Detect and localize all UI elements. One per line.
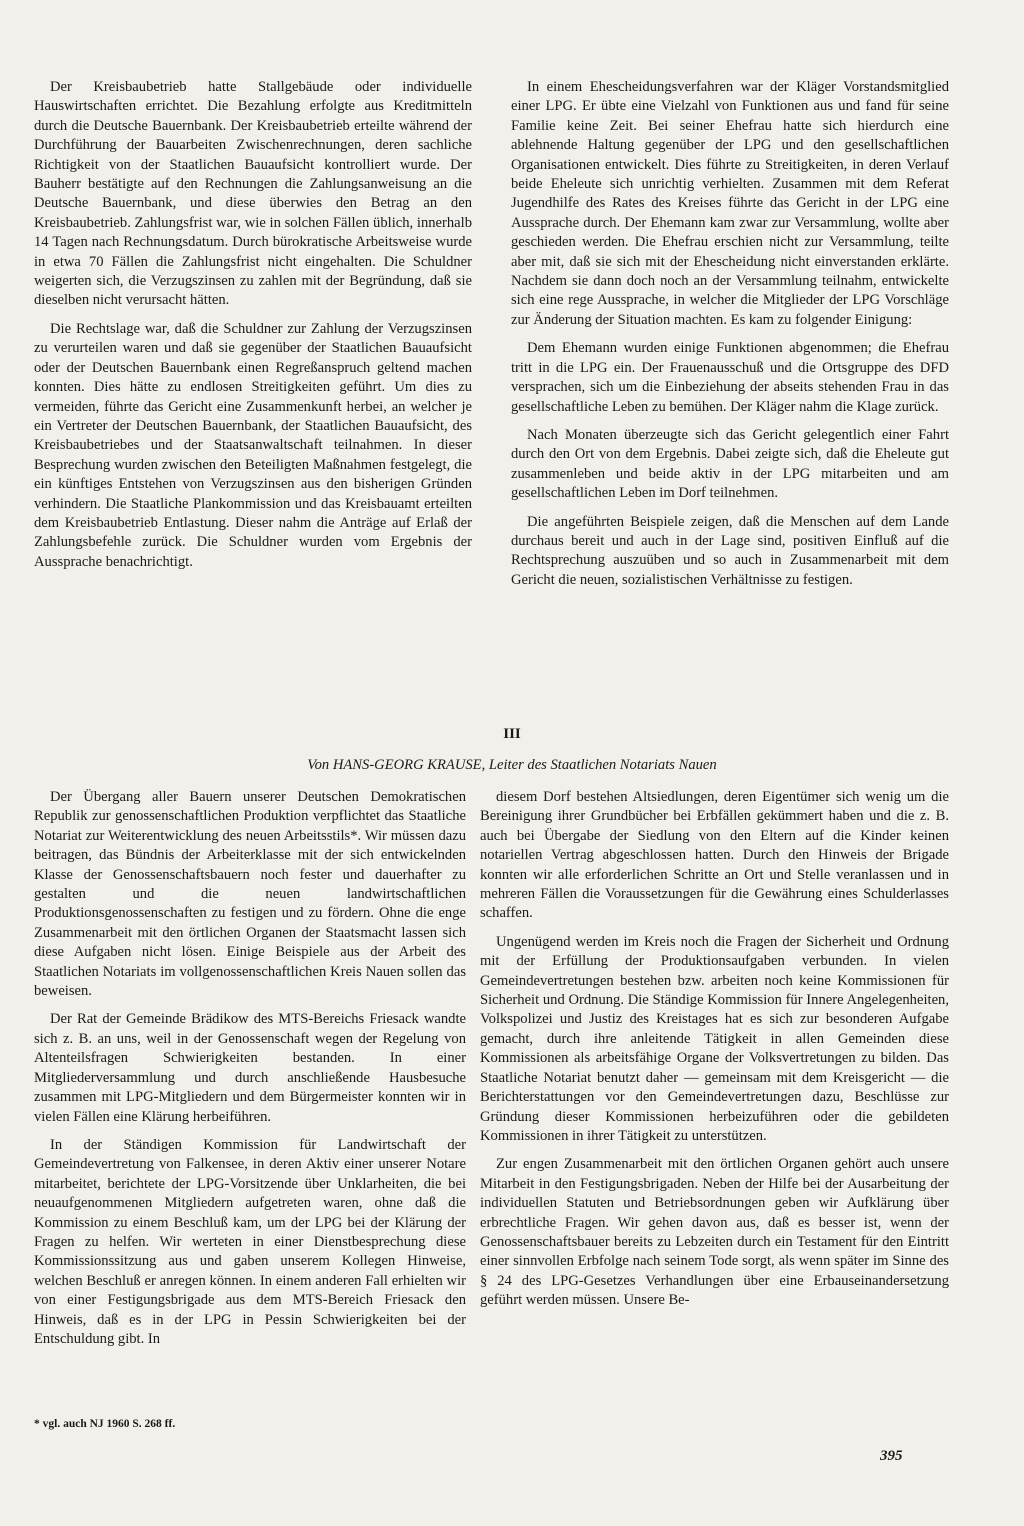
column-top-left [34,78,472,572]
paragraph: Die Rechtslage war, daß die Schuldner zur Zahlung der Verzugszinsen zu verurteilen waren und daß sie gegenüber der Staatlichen Bauaufsicht oder der Deutschen Bauernbank einen Regreßanspruch geltend machen konnten. Dies hätte zu endlosen Streitigkeiten geführt. Um dies zu vermeiden, führte das Gericht eine Zusammenkunft herbei, an welcher je ein Vertreter der Deutschen Bauernbank, der Staatlichen Bauaufsicht, des Kreisbaubetriebes und der Staatsanwaltschaft teilnahmen. In dieser Besprechung wurden zwischen den Beteiligten Maßnahmen festgelegt, die ein künftiges Entstehen von Verzugszinsen aus den bisherigen Gründen verhindern. Die Staatliche Plankommission und das Kreisbauamt erteilten dem Kreisbaubetrieb Entlastung. Dieser nahm die Anträge auf Erlaß der Zahlungsbefehle zurück. Die Schuldner wurden vom Ergebnis der Aussprache benachrichtigt. [34,320,472,570]
paragraph: Dem Ehemann wurden einige Funktionen abgenommen; die Ehefrau tritt in die LPG ein. Der Frauenausschuß und die Ortsgruppe des DFD versprachen, sich um die Einbeziehung der abseits stehenden Frau in das gesellschaftliche Leben zu bemühen. Der Kläger nahm die Klage zurück. [511,340,949,415]
column-top-right [511,78,949,590]
paragraph: In einem Ehescheidungsverfahren war der Kläger Vorstandsmitglied einer LPG. Er übte eine Vielzahl von Funktionen aus und fand für seine Familie keine Zeit. Bei seiner Ehefrau hatte sich hierdurch eine ablehnende Haltung gegenüber der LPG und den gesellschaftlichen Organisationen entwickelt. Dies führte zu Streitigkeiten, in deren Verlauf beide Eheleute sich unrichtig verhielten. Zusammen mit dem Referat Jugendhilfe des Rates des Kreises führte das Gericht in der LPG eine Aussprache durch. Der Ehemann kam zwar zur Versammlung, wollte aber geschieden werden. Die Ehefrau erschien nicht zur Versammlung, teilte aber mit, daß sie sich mit der Ehescheidung nicht einverstanden erklärte. Nachdem sie dann doch noch an der Versammlung teilnahm, entwickelte sich eine rege Aussprache, in welcher die Mitglieder der LPG Vorschläge zur Änderung der Situation machten. Es kam zu folgender Einigung: [511,79,949,328]
paragraph: Der Rat der Gemeinde Brädikow des MTS-Bereichs Friesack wandte sich z. B. an uns, weil in der Genossenschaft wegen der Regelung von Altenteilsfragen Schwierigkeiten bestanden. In einer Mitgliederversammlung und durch anschließende Hausbesuche zusammen mit LPG-Mitgliedern und dem Bürgermeister konnten wir in vielen Fällen eine Klärung herbeiführen. [34,1011,466,1125]
footnote: * vgl. auch NJ 1960 S. 268 ff. [34,1418,176,1430]
author-byline: Von HANS-GEORG KRAUSE, Leiter des Staatlichen Notariats Nauen [307,757,717,773]
paragraph: In der Ständigen Kommission für Landwirtschaft der Gemeindevertretung von Falkensee, in deren Aktiv einer unserer Notare mitarbeitet, berichtete der LPG-Vorsitzende über Unklarheiten, die bei neuaufgenommenen Mitgliedern aufgetreten waren, ohne daß die Kommission zu einem Beschluß kam, um der LPG bei der Klärung der Fragen zu helfen. Wir werteten in einer Dienstbesprechung diese Kommissionssitzung aus und gaben unserem Kollegen Hinweise, welchen Beschluß er anregen können. In einem anderen Fall erhielten wir von einer Festigungsbrigade aus dem MTS-Bereich Friesack den Hinweis, daß es in der LPG in Pessin Schwierigkeiten bei der Entschuldung gibt. In [34,1136,466,1347]
paragraph: Die angeführten Beispiele zeigen, daß die Menschen auf dem Lande durchaus bereit und auch in der Lage sind, positiven Einfluß auf die Rechtsprechung auszuüben und so auch in Zusammenarbeit mit dem Gericht die neuen, sozialistischen Verhältnisse zu festigen. [511,513,949,588]
paragraph: Zur engen Zusammenarbeit mit den örtlichen Organen gehört auch unsere Mitarbeit in den Festigungsbrigaden. Neben der Hilfe bei der Ausarbeitung der individuellen Statuten und Betriebsordnungen geben wir Aufklärung über erbrechtliche Fragen. Wir gehen davon aus, daß es besser ist, wenn der Genossenschaftsbauer bereits zu Lebzeiten durch ein Testament für den Eintritt einer sinnvollen Erbfolge nach seinem Tode sorgt, als wenn später im Sinne des § 24 des LPG-Gesetzes Verhandlungen über eine Erbauseinandersetzung geführt werden müssen. Unsere Be- [480,1156,949,1309]
paragraph: Der Übergang aller Bauern unserer Deutschen Demokratischen Republik zur genossenschaftlichen Produktion verpflichtet das Staatliche Notariat zur Weiterentwicklung des neuen Arbeitsstils*. Wir müssen dazu beitragen, das Bündnis der Arbeiterklasse mit der sich entwickelnden Klasse der Genossenschaftsbauern noch fester und dauerhafter zu gestalten und die neuen landwirtschaftlichen Produktionsgenossenschaften zu festigen und zu fördern. Ohne die enge Zusammenarbeit mit den örtlichen Organen der Staatsmacht lassen sich diese Aufgaben nicht lösen. Einige Beispiele aus der Arbeit des Staatlichen Notariats im vollgenossenschaftlichen Kreis Nauen sollen das beweisen. [34,789,466,1000]
paragraph: Ungenügend werden im Kreis noch die Fragen der Sicherheit und Ordnung mit der Erfüllung der Produktionsaufgaben verbunden. In vielen Gemeindevertretungen bestehen bzw. arbeiten noch keine Kommissionen für Sicherheit und Ordnung. Die Ständige Kommission für Innere Angelegenheiten, Volkspolizei und Justiz des Kreistages hat es sich zur besonderen Aufgabe gemacht, durch ihre anleitende Tätigkeit in allen Gemeinden diese Kommissionen als arbeitsfähige Organe der Volksvertretungen zu bilden. Das Staatliche Notariat benutzt daher — gemeinsam mit dem Kreisgericht — die Berichterstattungen vor den Gemeindevertretungen dazu, Beschlüsse zur Gründung dieser Kommissionen herbeizuführen oder die gebildeten Kommissionen in ihrer Tätigkeit zu unterstützen. [480,933,949,1144]
paragraph: Nach Monaten überzeugte sich das Gericht gelegentlich einer Fahrt durch den Ort von dem Ergebnis. Dabei zeigte sich, daß die Eheleute gut zusammenleben und beide aktiv in der LPG mitarbeiten und am gesellschaftlichen Leben im Dorf teilnehmen. [511,426,949,502]
paragraph: Der Kreisbaubetrieb hatte Stallgebäude oder individuelle Hauswirtschaften errichtet. Die Bezahlung erfolgte aus Kreditmitteln durch die Deutsche Bauernbank. Der Kreisbaubetrieb erteilte während der Durchführung der Bauarbeiten Zwischenrechnungen, deren sachliche Richtigkeit von der Staatlichen Bauaufsicht kontrolliert wurde. Der Bauherr bestätigte auf den Rechnungen die Zahlungsanweisung an die Deutsche Bauernbank, und diese überwies den Betrag an den Kreisbaubetrieb. Zahlungsfrist war, wie in solchen Fällen üblich, innerhalb 14 Tagen nach Rechnungsdatum. Durch bürokratische Arbeitsweise wurde in etwa 70 Fällen die Zahlungsfrist nicht eingehalten. Die Schuldner weigerten sich, die Verzugszinsen zu zahlen mit der Begründung, daß sie dieselben nicht verursacht hätten. [34,79,472,309]
page-number: 395 [880,1448,903,1464]
column-bottom-left [34,788,466,1349]
column-bottom-right [480,788,949,1311]
section-number: III [503,726,521,742]
paragraph: diesem Dorf bestehen Altsiedlungen, deren Eigentümer sich wenig um die Bereinigung ihrer Grundbücher bei Erbfällen gekümmert haben und die z. B. auch bei Übergabe der Siedlung von den Eltern auf die Kinder keinen notariellen Vertrag abgeschlossen hatten. Durch den Hinweis der Brigade konnten wir alle erforderlichen Schritte an Ort und Stelle veranlassen und in mehreren Fällen die Voraussetzungen für die Gewährung eines Schulderlasses schaffen. [480,789,949,922]
